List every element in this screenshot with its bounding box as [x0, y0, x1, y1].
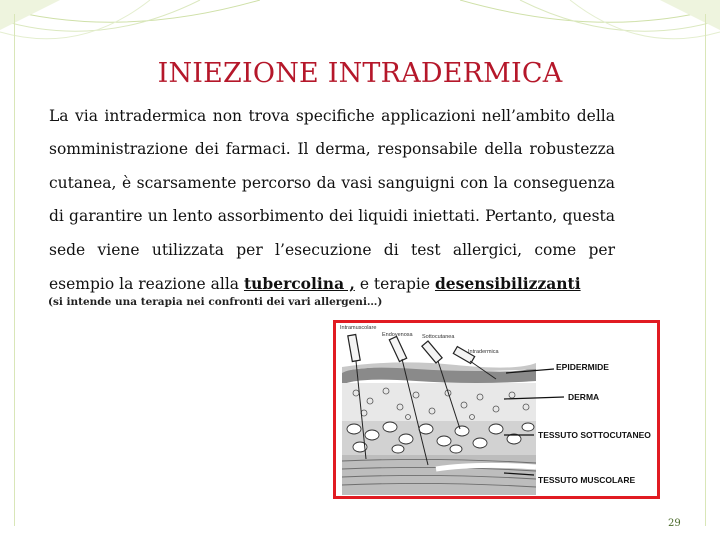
label-endovenosa: Endovenosa [382, 332, 413, 338]
paragraph-text-1: La via intradermica non trova specifiche applicazioni nell’ambito della somministrazione dei farmaci. Il derma, responsabile della robustezza cutanea, è scarsamente percorso da vasi sanguigni con la conseguenza di garantire un lento assorbimento dei liquidi iniettati. Pertanto, questa sede viene utilizzata per l’esecuzione di test allergici, come per esempio la reazione alla [49, 107, 615, 294]
label-derma: DERMA [568, 392, 600, 402]
body-paragraph [49, 100, 615, 301]
footnote: (si intende una terapia nei confronti dei vari allergeni…) [48, 296, 383, 308]
term-desensibilizzanti: desensibilizzanti [434, 274, 581, 294]
label-muscolare: TESSUTO MUSCOLARE [538, 475, 636, 485]
label-intramuscolare: Intramuscolare [340, 325, 377, 331]
slide-title: INIEZIONE INTRADERMICA [157, 58, 563, 89]
label-epidermide: EPIDERMIDE [556, 362, 609, 372]
page-number: 29 [668, 518, 681, 529]
paragraph-text-2: e terapie [354, 275, 435, 294]
label-intradermica: Intradermica [468, 349, 499, 355]
label-sottocutaneo: TESSUTO SOTTOCUTANEO [538, 430, 651, 440]
skin-layers-figure [333, 320, 660, 499]
label-sottocutanea: Sottocutanea [422, 334, 455, 340]
term-tubercolina: tubercolina , [243, 274, 355, 294]
